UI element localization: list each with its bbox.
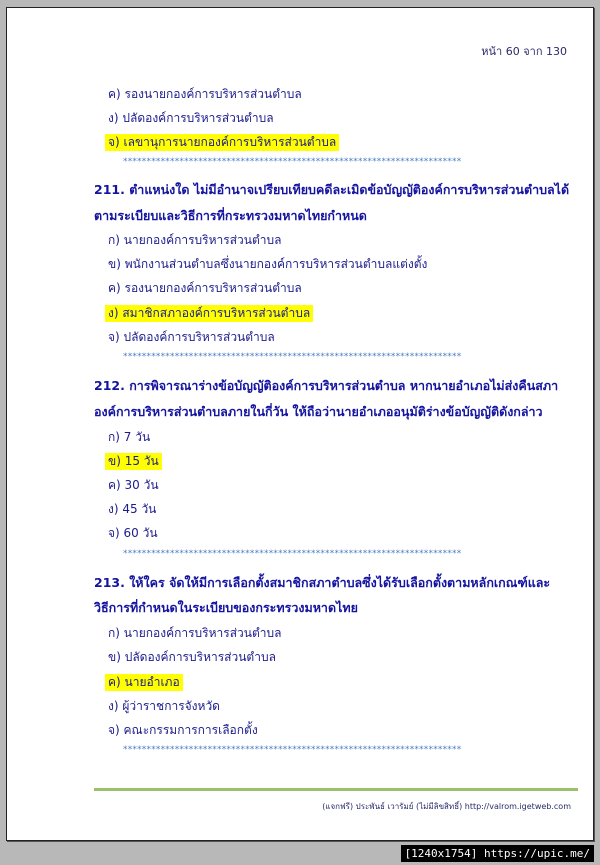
q212-option-d	[108, 500, 156, 519]
q213-option-b	[108, 648, 276, 667]
q213-option-d	[108, 697, 220, 716]
prev-option-e	[108, 133, 339, 152]
highlighted-answer: จ) เลขานุการนายกองค์การบริหารส่วนตำบล	[105, 134, 339, 151]
q212-option-a	[108, 428, 150, 447]
option-text: ก) นายกองค์การบริหารส่วนตำบล	[108, 233, 282, 247]
question-212-line2: องค์การบริหารส่วนตำบลภายในกี่วัน ให้ถือว่านายอำเภออนุมัติร่างข้อบัญญัติดังกล่าว	[94, 404, 543, 419]
document-page	[6, 7, 594, 841]
q211-option-c	[108, 279, 302, 298]
option-text: ง) 45 วัน	[108, 502, 157, 516]
option-text: ค) 30 วัน	[108, 478, 159, 492]
footer-credit: (แจกฟรี) ประพันธ์ เวารัมย์ (ไม่มีลิขสิทธิ์) http://valrom.igetweb.com	[322, 802, 571, 811]
option-text: จ) ปลัดองค์การบริหารส่วนตำบล	[108, 330, 275, 344]
q211-option-e	[108, 328, 275, 347]
question-213-line1: 213. ให้ใคร จัดให้มีการเลือกตั้งสมาชิกสภาตำบลซึ่งได้รับเลือกตั้งตามหลักเกณฑ์และ	[94, 575, 551, 590]
separator: ************************************************************************	[123, 745, 462, 755]
option-text: ก) 7 วัน	[108, 430, 151, 444]
q211-option-d	[108, 304, 313, 323]
q212-option-b	[108, 452, 162, 471]
footer-rule	[94, 788, 578, 791]
option-text: ง) ปลัดองค์การบริหารส่วนตำบล	[108, 111, 274, 125]
q213-option-e	[108, 721, 258, 740]
option-text: ข) พนักงานส่วนตำบลซึ่งนายกองค์การบริหารส่วนตำบลแต่งตั้ง	[108, 257, 428, 271]
highlighted-answer: ง) สมาชิกสภาองค์การบริหารส่วนตำบล	[105, 305, 313, 322]
option-text: ง) ผู้ว่าราชการจังหวัด	[108, 699, 220, 713]
q213-option-a	[108, 624, 281, 643]
option-text: จ) คณะกรรมการการเลือกตั้ง	[108, 723, 258, 737]
q211-option-a	[108, 231, 281, 250]
option-text: ค) รองนายกองค์การบริหารส่วนตำบล	[108, 87, 302, 101]
option-text: ค) รองนายกองค์การบริหารส่วนตำบล	[108, 281, 302, 295]
question-213-line2: วิธีการที่กำหนดในระเบียบของกระทรวงมหาดไทย	[94, 600, 358, 615]
question-212-line1: 212. การพิจารณาร่างข้อบัญญัติองค์การบริหารส่วนตำบล หากนายอำเภอไม่ส่งคืนสภา	[94, 378, 559, 393]
option-text: ก) นายกองค์การบริหารส่วนตำบล	[108, 626, 282, 640]
prev-option-c	[108, 85, 302, 104]
image-size-caption: [1240x1754] https://upic.me/	[401, 845, 594, 862]
separator: ************************************************************************	[123, 157, 462, 167]
option-text: จ) 60 วัน	[108, 526, 158, 540]
option-text: ข) ปลัดองค์การบริหารส่วนตำบล	[108, 650, 276, 664]
q212-option-e	[108, 524, 158, 543]
separator: ************************************************************************	[123, 549, 462, 559]
highlighted-answer: ค) นายอำเภอ	[105, 674, 183, 691]
separator: ************************************************************************	[123, 352, 462, 362]
page-number: หน้า 60 จาก 130	[481, 45, 567, 58]
q213-option-c	[108, 673, 183, 692]
q212-option-c	[108, 476, 159, 495]
highlighted-answer: ข) 15 วัน	[105, 453, 162, 470]
question-211-line2: ตามระเบียบและวิธีการที่กระทรวงมหาดไทยกำหนด	[94, 208, 367, 223]
q211-option-b	[108, 255, 427, 274]
prev-option-d	[108, 109, 274, 128]
question-211-line1: 211. ตำแหน่งใด ไม่มีอำนาจเปรียบเทียบคดีละเมิดข้อบัญญัติองค์การบริหารส่วนตำบลได้	[94, 182, 570, 197]
